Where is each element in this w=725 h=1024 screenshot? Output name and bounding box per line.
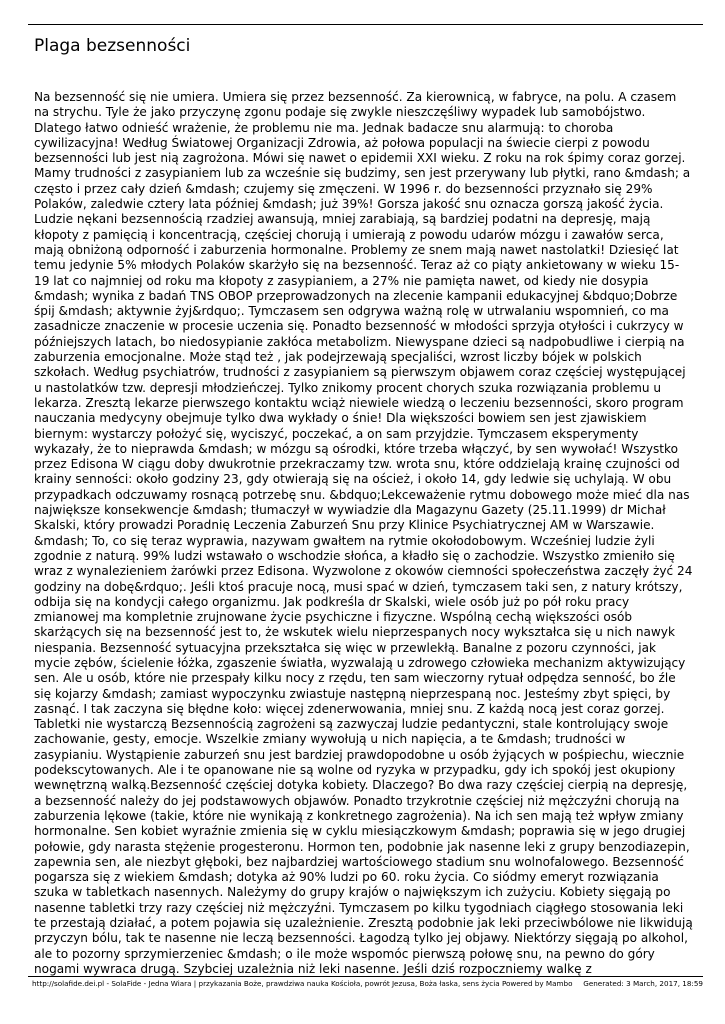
footer-powered-by: Powered by Mambo: [501, 979, 573, 988]
footer-generated-date: Generated: 3 March, 2017, 18:59: [583, 979, 703, 988]
footer-rule: [28, 976, 703, 977]
footer-site-link[interactable]: http://solafide.dei.pl - SolaFide - Jedna Wiara | przykazania Boże, prawdziwa nauka Kościoła, powrót Jezusa, Boża łaska, sens życia: [32, 979, 500, 988]
header-rule: [28, 24, 703, 25]
footer-site-info: [32, 979, 572, 988]
article-body: Na bezsenność się nie umiera. Umiera się przez bezsenność. Za kierownicą, w fabryce, na polu. A czasem na strychu. Tyle że jako przyczynę zgonu podaje się zwykle nieszczęśliwy wypadek lub samobójstwo. Dlatego łatwo odnieść wrażenie, że problemu nie ma. Jednak badacze snu alarmują: to choroba cywilizacyjna! Według Światowej Organizacji Zdrowia, aż połowa populacji na świecie cierpi z powodu bezsenności lub jest nią zagrożona. Mówi się nawet o epidemii XXI wieku. Z roku na rok śpimy coraz gorzej. Mamy trudności z zasypianiem lub za wcześnie się budzimy, sen jest przerywany lub płytki, rano &mdash; a często i przez cały dzień &mdash; czujemy się zmęczeni. W 1996 r. do bezsenności przyznało się 29% Polaków, zaledwie cztery lata później &mdash; już 39%! Gorsza jakość snu oznacza gorszą jakość życia. Ludzie nękani bezsennością rzadziej awansują, mniej zarabiają, są bardziej podatni na depresję, mają kłopoty z pamięcią i koncentracją, częściej chorują i umierają z powodu udarów mózgu i zawałów serca, mają obniżoną odporność i zaburzenia hormonalne. Problemy ze snem mają nawet nastolatki! Dziesięć lat temu jedynie 5% młodych Polaków skarżyło się na bezsenność. Teraz aż co piąty ankietowany w wieku 15-19 lat co najmniej od roku ma kłopoty z zasypianiem, a 27% nie pamięta nawet, od kiedy nie dosypia &mdash; wynika z badań TNS OBOP przeprowadzonych na zlecenie kampanii edukacyjnej &bdquo;Dobrze śpij &mdash; aktywnie żyj&rdquo;. Tymczasem sen odgrywa ważną rolę w utrwalaniu wspomnień, co ma zasadnicze znaczenie w procesie uczenia się. Ponadto bezsenność w młodości sprzyja otyłości i cukrzycy w późniejszych latach, bo niedosypianie zakłóca metabolizm. Niewyspane dzieci są nadpobudliwe i cierpią na zaburzenia emocjonalne. Może stąd też , jak podejrzewają specjaliści, wzrost liczby bójek w polskich szkołach. Według psychiatrów, trudności z zasypianiem są pierwszym objawem coraz częściej występującej u nastolatków tzw. depresji młodzieńczej. Tylko znikomy procent chorych szuka rozwiązania problemu u lekarza. Zresztą lekarze pierwszego kontaktu wciąż niewiele wiedzą o leczeniu bezsenności, skoro program nauczania medycyny obejmuje tylko dwa wykłady o śnie! Dla większości bowiem sen jest zjawiskiem biernym: wystarczy położyć się, wyciszyć, poczekać, a on sam przyjdzie. Tymczasem eksperymenty wykazały, że to nieprawda &mdash; w mózgu są ośrodki, które trzeba włączyć, by sen wywołać! Wszystko przez Edisona W ciągu doby dwukrotnie przekraczamy tzw. wrota snu, które oddzielają krainę czujności od krainy senności: około godziny 23, gdy otwierają się na oścież, i około 14, gdy ledwie się uchylają. W obu przypadkach odczuwamy rosnącą potrzebę snu. &bdquo;Lekceważenie rytmu dobowego może mieć dla nas największe konsekwencje &mdash; tłumaczył w wywiadzie dla Magazynu Gazety (25.11.1999) dr Michał Skalski, który prowadzi Poradnię Leczenia Zaburzeń Snu przy Klinice Psychiatrycznej AM w Warszawie. &mdash; To, co się teraz wyprawia, nazywam gwałtem na rytmie okołodobowym. Wcześniej ludzie żyli zgodnie z naturą. 99% ludzi wstawało o wschodzie słońca, a kładło się o zachodzie. Wszystko zmieniło się wraz z wynalezieniem żarówki przez Edisona. Wyzwolone z okowów ciemności społeczeństwa zaczęły żyć 24 godziny na dobę&rdquo;. Jeśli ktoś pracuje nocą, musi spać w dzień, tymczasem taki sen, z natury krótszy, odbija się na kondycji całego organizmu. Jak podkreśla dr Skalski, wiele osób już po pół roku pracy zmianowej ma kompletnie zrujnowane życie psychiczne i fizyczne. Wspólną cechą większości osób skarżących się na bezsenność jest to, że wskutek wielu nieprzespanych nocy wykształca się u nich nawyk niespania. Bezsenność sytuacyjna przekształca się więc w przewlekłą. Banalne z pozoru czynności, jak mycie zębów, ścielenie łóżka, zgaszenie światła, wyzwalają u zdrowego człowieka mechanizm aktywizujący sen. Ale u osób, które nie przespały kilku nocy z rzędu, ten sam wieczorny rytuał odpędza senność, bo źle się kojarzy &mdash; zamiast wypoczynku zwiastuje następną nieprzespaną noc. Jesteśmy zbyt spięci, by zasnąć. I tak zaczyna się błędne koło: więcej zdenerwowania, mniej snu. Z każdą nocą jest coraz gorzej. Tabletki nie wystarczą Bezsennością zagrożeni są zazwyczaj ludzie pedantyczni, stale kontrolujący swoje zachowanie, gesty, emocje. Wszelkie zmiany wywołują u nich napięcia, a te &mdash; trudności w zasypianiu. Wystąpienie zaburzeń snu jest bardziej prawdopodobne u osób żyjących w pośpiechu, wiecznie podekscytowanych. Ale i te opanowane nie są wolne od ryzyka w przypadku, gdy ich spokój jest okupiony wewnętrzną walką.Bezsenność częściej dotyka kobiety. Dlaczego? Bo dwa razy częściej cierpią na depresję, a bezsenność należy do jej podstawowych objawów. Ponadto trzykrotnie częściej niż mężczyźni chorują na zaburzenia lękowe (takie, które nie wynikają z konkretnego zagrożenia). Na ich sen mają też wpływ zmiany hormonalne. Sen kobiet wyraźnie zmienia się w cyklu miesiączkowym &mdash; poprawia się w jego drugiej połowie, gdy narasta stężenie progesteronu. Hormon ten, podobnie jak nasenne leki z grupy benzodiazepin, zapewnia sen, ale niezbyt głęboki, bez najbardziej wartościowego stadium snu wolnofalowego. Bezsenność pogarsza się z wiekiem &mdash; dotyka aż 90% ludzi po 60. roku życia. Co siódmy emeryt rozwiązania szuka w tabletkach nasennych. Należymy do grupy krajów o największym ich zużyciu. Kobiety sięgają po nasenne tabletki trzy razy częściej niż mężczyźni. Tymczasem po kilku tygodniach ciągłego stosowania leki te przestają działać, a potem pojawia się uzależnienie. Zresztą podobnie jak leki przeciwbólowe nie likwidują przyczyn bólu, tak te nasenne nie leczą bezsenności. Łagodzą tylko jej objawy. Niektórzy sięgają po alkohol, ale to pozorny sprzymierzeniec &mdash; o ile może wspomóc pierwszą połowę snu, na pewno do góry nogami wywraca drugą. Szybciej uzależnia niż leki nasenne. Jeśli dziś rozpoczniemy walkę z: [34, 90, 693, 976]
page-title: Plaga bezsenności: [34, 36, 191, 56]
